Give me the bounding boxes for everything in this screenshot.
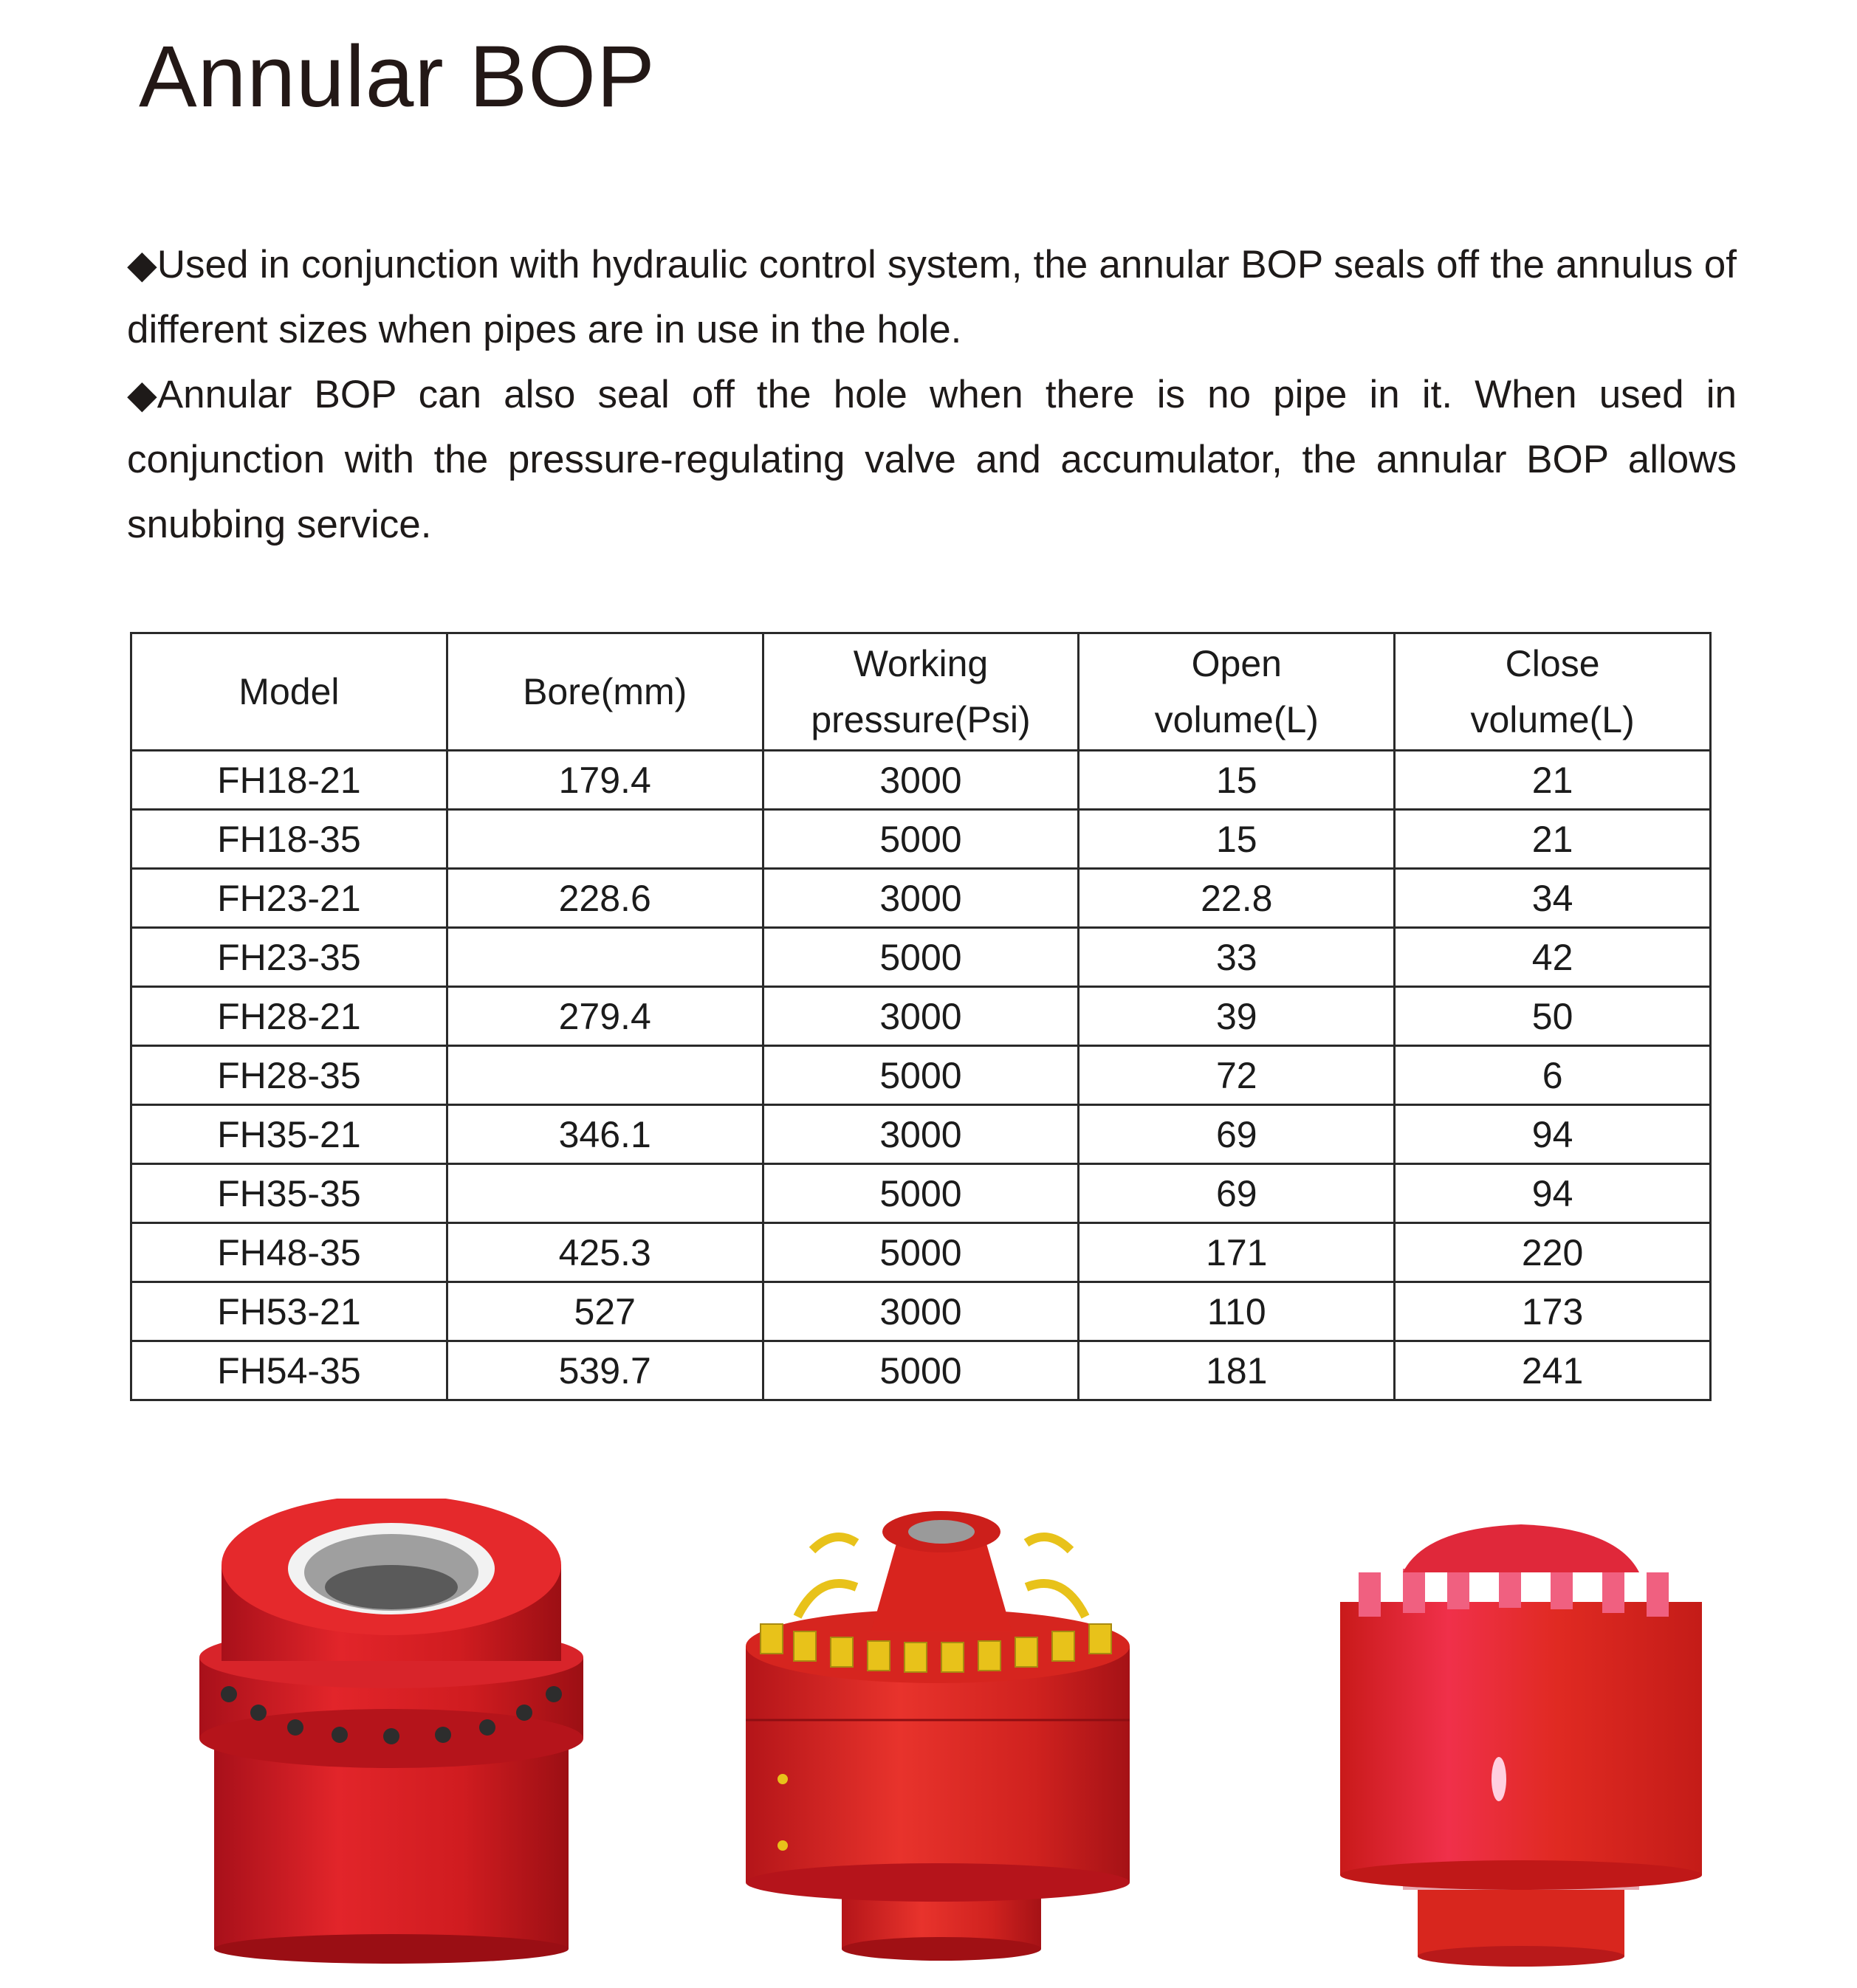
table-row: [131, 928, 1711, 987]
cell-pressure: 3000: [763, 869, 1079, 928]
cell-open-volume: 110: [1079, 1282, 1395, 1341]
header-model: Model: [131, 633, 447, 751]
cell-model: FH54-35: [131, 1341, 447, 1400]
cell-pressure: 3000: [763, 751, 1079, 810]
table-row: [131, 1341, 1711, 1400]
cell-close-volume: 21: [1395, 810, 1711, 869]
cell-open-volume: 72: [1079, 1046, 1395, 1105]
header-open-volume: Open volume(L): [1079, 633, 1395, 751]
page-title: Annular BOP: [139, 28, 656, 125]
table-header-row: [131, 633, 1711, 751]
table-row: [131, 869, 1711, 928]
header-close-volume: Close volume(L): [1395, 633, 1711, 751]
paragraph-1: [127, 233, 1737, 362]
cell-bore: [447, 810, 763, 869]
cell-open-volume: 69: [1079, 1164, 1395, 1223]
cell-model: FH48-35: [131, 1223, 447, 1282]
table-row: [131, 1282, 1711, 1341]
table-row: [131, 1046, 1711, 1105]
cell-close-volume: 21: [1395, 751, 1711, 810]
cell-open-volume: 171: [1079, 1223, 1395, 1282]
cell-pressure: 5000: [763, 1223, 1079, 1282]
cell-close-volume: 42: [1395, 928, 1711, 987]
cell-model: FH18-21: [131, 751, 447, 810]
paragraph-text: Annular BOP can also seal off the hole when there is no pipe in it. When used in conjunction with the pressure-regulating valve and accumulator, the annular BOP allows snubbing service.: [127, 373, 1737, 546]
cell-model: FH53-21: [131, 1282, 447, 1341]
spec-table: [130, 632, 1712, 1401]
cell-pressure: 3000: [763, 987, 1079, 1046]
diamond-bullet-icon: ◆: [127, 243, 157, 286]
cell-bore: 228.6: [447, 869, 763, 928]
table-row: [131, 1164, 1711, 1223]
paragraph-text: Used in conjunction with hydraulic control system, the annular BOP seals off the annulus of different sizes when pipes are in use in the hole.: [127, 243, 1737, 351]
cell-close-volume: 241: [1395, 1341, 1711, 1400]
cell-close-volume: 94: [1395, 1164, 1711, 1223]
cell-model: FH23-21: [131, 869, 447, 928]
cell-bore: 539.7: [447, 1341, 763, 1400]
cell-open-volume: 39: [1079, 987, 1395, 1046]
cell-close-volume: 220: [1395, 1223, 1711, 1282]
header-bore: Bore(mm): [447, 633, 763, 751]
cell-bore: [447, 1046, 763, 1105]
annular-bop-image-2: [731, 1499, 1144, 1971]
cell-bore: 346.1: [447, 1105, 763, 1164]
table-row: [131, 1223, 1711, 1282]
cell-close-volume: 34: [1395, 869, 1711, 928]
cell-bore: 527: [447, 1282, 763, 1341]
annular-bop-image-3: [1329, 1499, 1743, 1971]
cell-pressure: 3000: [763, 1282, 1079, 1341]
cell-model: FH28-35: [131, 1046, 447, 1105]
header-pressure: Working pressure(Psi): [763, 633, 1079, 751]
cell-pressure: 5000: [763, 928, 1079, 987]
cell-close-volume: 173: [1395, 1282, 1711, 1341]
cell-model: FH35-21: [131, 1105, 447, 1164]
cell-bore: [447, 928, 763, 987]
description: [127, 233, 1737, 557]
table-row: [131, 751, 1711, 810]
cell-open-volume: 15: [1079, 810, 1395, 869]
table-row: [131, 810, 1711, 869]
paragraph-2: [127, 362, 1737, 557]
product-images: [0, 1499, 1857, 1971]
cell-pressure: 5000: [763, 1046, 1079, 1105]
cell-bore: 279.4: [447, 987, 763, 1046]
cell-model: FH35-35: [131, 1164, 447, 1223]
table-row: [131, 987, 1711, 1046]
cell-open-volume: 15: [1079, 751, 1395, 810]
cell-open-volume: 33: [1079, 928, 1395, 987]
table-row: [131, 1105, 1711, 1164]
cell-close-volume: 6: [1395, 1046, 1711, 1105]
cell-open-volume: 22.8: [1079, 869, 1395, 928]
cell-close-volume: 50: [1395, 987, 1711, 1046]
annular-bop-image-1: [185, 1499, 598, 1971]
cell-bore: 179.4: [447, 751, 763, 810]
cell-pressure: 5000: [763, 1164, 1079, 1223]
cell-pressure: 5000: [763, 1341, 1079, 1400]
cell-model: FH23-35: [131, 928, 447, 987]
cell-pressure: 5000: [763, 810, 1079, 869]
cell-close-volume: 94: [1395, 1105, 1711, 1164]
cell-bore: 425.3: [447, 1223, 763, 1282]
cell-bore: [447, 1164, 763, 1223]
cell-model: FH28-21: [131, 987, 447, 1046]
cell-model: FH18-35: [131, 810, 447, 869]
cell-open-volume: 69: [1079, 1105, 1395, 1164]
cell-pressure: 3000: [763, 1105, 1079, 1164]
cell-open-volume: 181: [1079, 1341, 1395, 1400]
diamond-bullet-icon: ◆: [127, 373, 157, 416]
